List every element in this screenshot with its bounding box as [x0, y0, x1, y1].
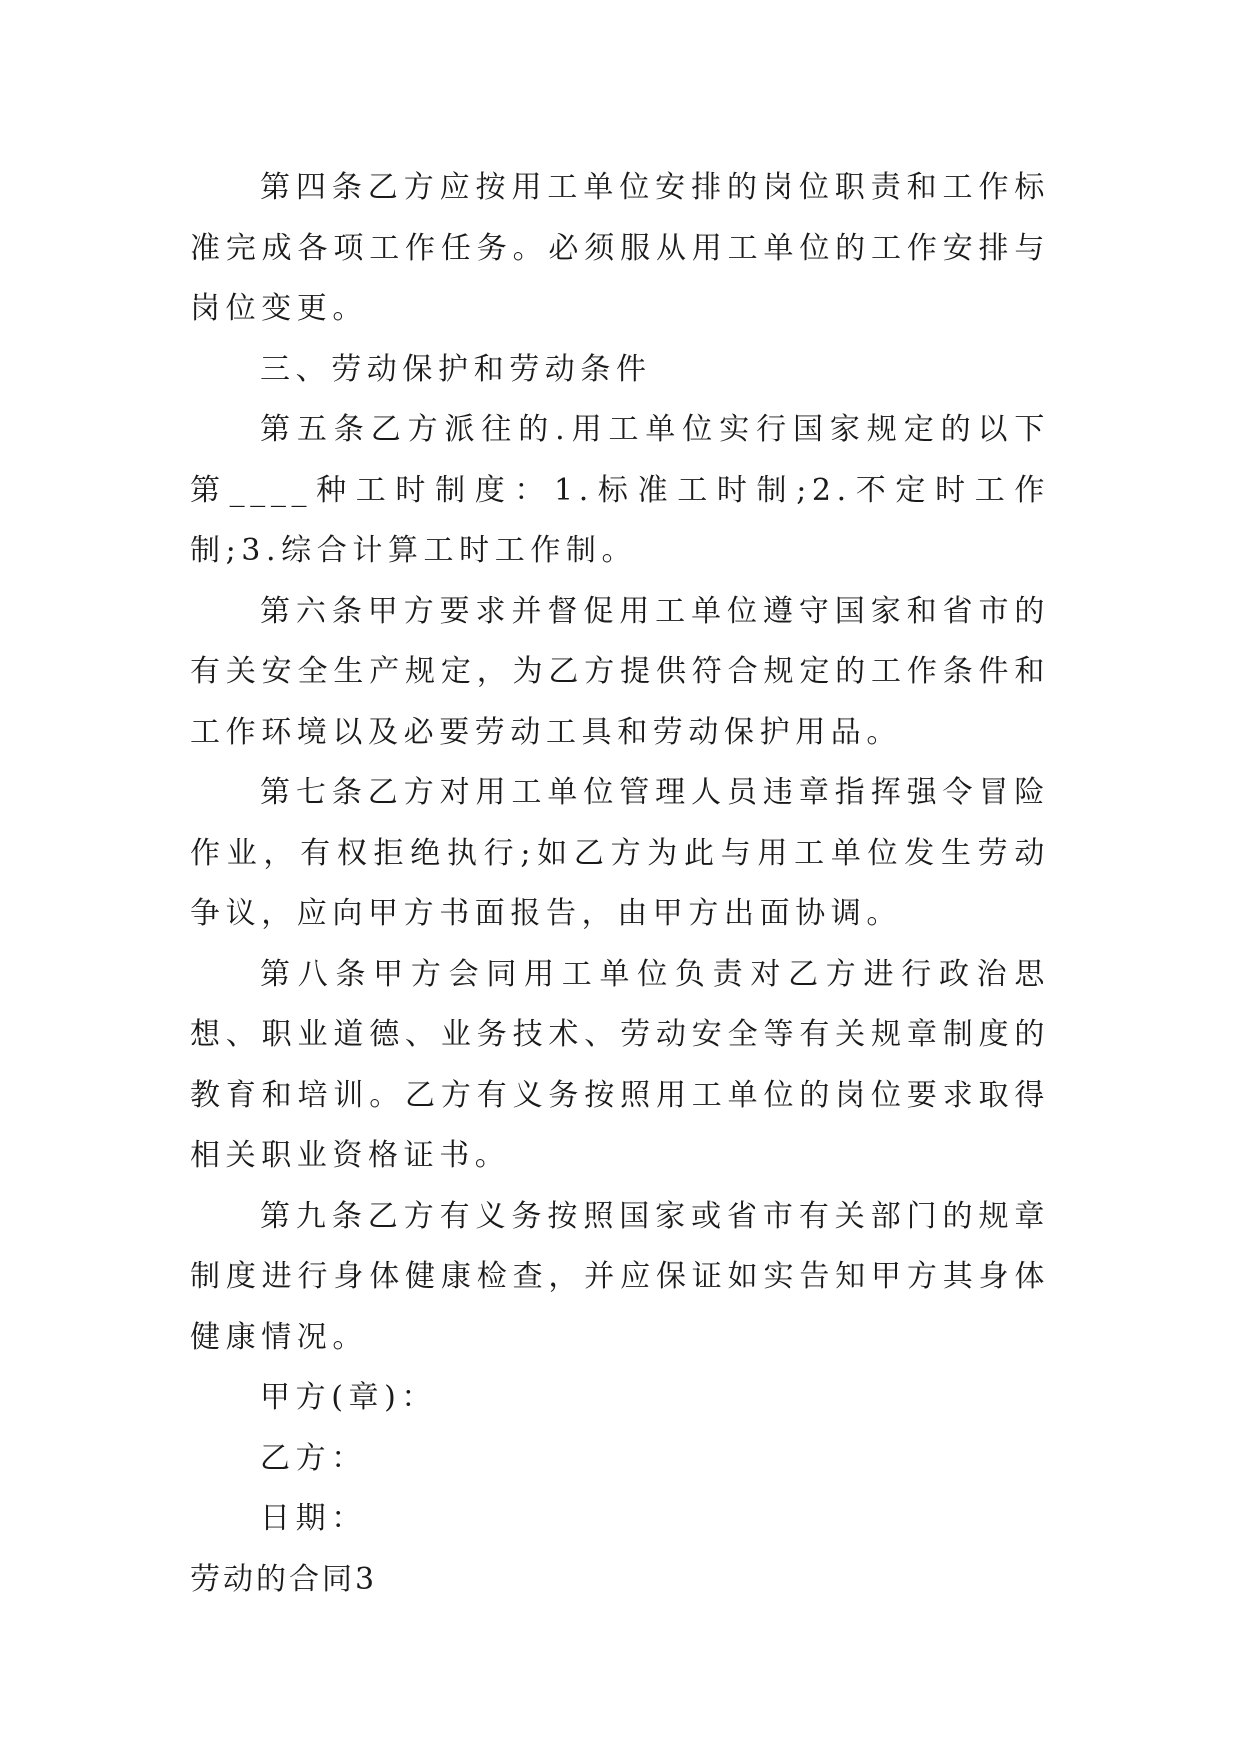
next-contract-heading: 劳动的合同3	[190, 1561, 378, 1597]
party-b-signature-line: 乙方：	[260, 1440, 367, 1476]
article-4-paragraph: 第四条乙方应按用工单位安排的岗位职责和工作标准完成各项工作任务。必须服从用工单位的工作安排与岗位变更。	[190, 170, 1050, 326]
article-8-paragraph: 第八条甲方会同用工单位负责对乙方进行政治思想、职业道德、业务技术、劳动安全等有关规章制度的教育和培训。乙方有义务按照用工单位的岗位要求取得相关职业资格证书。	[190, 956, 1050, 1173]
article-6-paragraph: 第六条甲方要求并督促用工单位遵守国家和省市的有关安全生产规定，为乙方提供符合规定的工作条件和工作环境以及必要劳动工具和劳动保护用品。	[190, 593, 1050, 750]
article-9-paragraph: 第九条乙方有义务按照国家或省市有关部门的规章制度进行身体健康检查，并应保证如实告知甲方其身体健康情况。	[190, 1198, 1050, 1355]
article-7-paragraph: 第七条乙方对用工单位管理人员违章指挥强令冒险作业，有权拒绝执行;如乙方为此与用工单位发生劳动争议，应向甲方书面报告，由甲方出面协调。	[190, 775, 1050, 931]
date-line: 日期：	[260, 1501, 367, 1536]
party-a-signature-line: 甲方(章)：	[260, 1380, 438, 1415]
section-heading-labor-protection: 三、劳动保护和劳动条件	[260, 351, 652, 387]
document-body	[190, 158, 1050, 1610]
article-5-paragraph: 第五条乙方派往的.用工单位实行国家规定的以下第____种工时制度：1.标准工时制;2.不定时工作制;3.综合计算工时工作制。	[190, 412, 1050, 568]
